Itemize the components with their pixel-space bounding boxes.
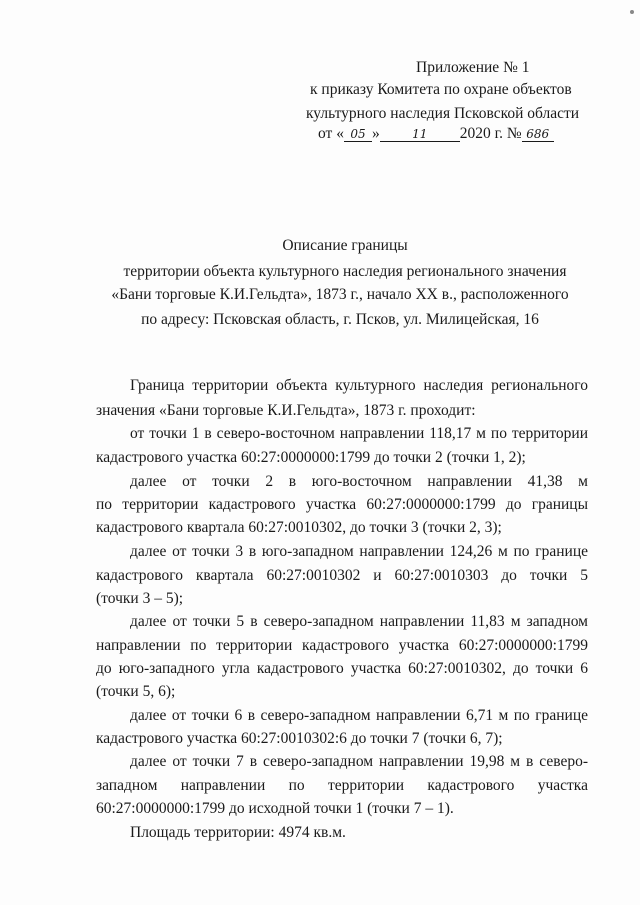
segment-5-line-1: далее от точки 6 в северо-западном направлении 6,71 м по границе [130,707,588,724]
segment-2-line-2: по территории кадастрового участка 60:27:0000000:1799 до границы [96,496,588,513]
scan-speck [630,10,634,14]
paragraph-intro-line-1: Граница территории объекта культурного наследия регионального [130,377,588,394]
segment-4-line-4: (точки 5, 6); [96,683,176,700]
date-year: 2020 г. № [459,125,522,142]
segment-6-line-2: западном направлении по территории кадастрового участка [96,777,588,794]
segment-5-line-2: кадастрового участка 60:27:0010302:6 до точки 7 (точки 6, 7); [96,730,503,747]
segment-3-line-1: далее от точки 3 в юго-западном направлении 124,26 м по границе [130,543,588,560]
order-reference-line: к приказу Комитета по охране объектов [310,81,572,98]
segment-4-line-2: направлении по территории кадастрового участка 60:27:0000000:1799 [96,637,588,654]
title-line-4: по адресу: Псковская область, г. Псков, ул. Милицейская, 16 [141,311,539,328]
segment-1-line-2: кадастрового участка 60:27:0000000:1799 до точки 2 (точки 1, 2); [96,449,526,466]
date-mid: » [371,125,380,142]
paragraph-intro-line-2: значения «Бани торговые К.И.Гельдта», 1873 г. проходит: [96,402,476,419]
title-line-2: территории объекта культурного наследия регионального значения [123,263,567,280]
segment-3-line-2: кадастрового квартала 60:27:0010302 и 60:27:0010303 до точки 5 [96,567,588,584]
segment-3-line-3: (точки 3 – 5); [96,590,184,607]
segment-6-line-3: 60:27:0000000:1799 до исходной точки 1 (точки 7 – 1). [96,800,454,817]
committee-name-line: культурного наследия Псковской области [306,105,580,122]
segment-2-line-3: кадастрового квартала 60:27:0010302, до точки 3 (точки 2, 3); [96,519,502,536]
segment-1-line-1: от точки 1 в северо-восточном направлении 118,17 м по территории [130,425,588,442]
handwritten-month: 11 [380,127,460,142]
document-title: Описание границы [282,237,408,254]
segment-2-line-1: далее от точки 2 в юго-восточном направлении 41,38 м [130,473,588,490]
segment-4-line-1: далее от точки 5 в северо-западном направлении 11,83 м западном [130,613,588,630]
area-statement: Площадь территории: 4974 кв.м. [130,824,346,841]
segment-4-line-3: до юго-западного угла кадастрового участка 60:27:0010302, до точки 6 [96,660,588,677]
handwritten-day: 05 [344,127,372,142]
appendix-label: Приложение № 1 [416,59,530,76]
segment-6-line-1: далее от точки 7 в северо-западном направлении 19,98 м в северо- [130,753,588,770]
handwritten-order-number: 686 [522,127,554,142]
title-line-3: «Бани торговые К.И.Гельдта», 1873 г., начало XX в., расположенного [111,286,569,303]
date-prefix: от « [318,125,344,142]
order-date-line [318,124,554,144]
